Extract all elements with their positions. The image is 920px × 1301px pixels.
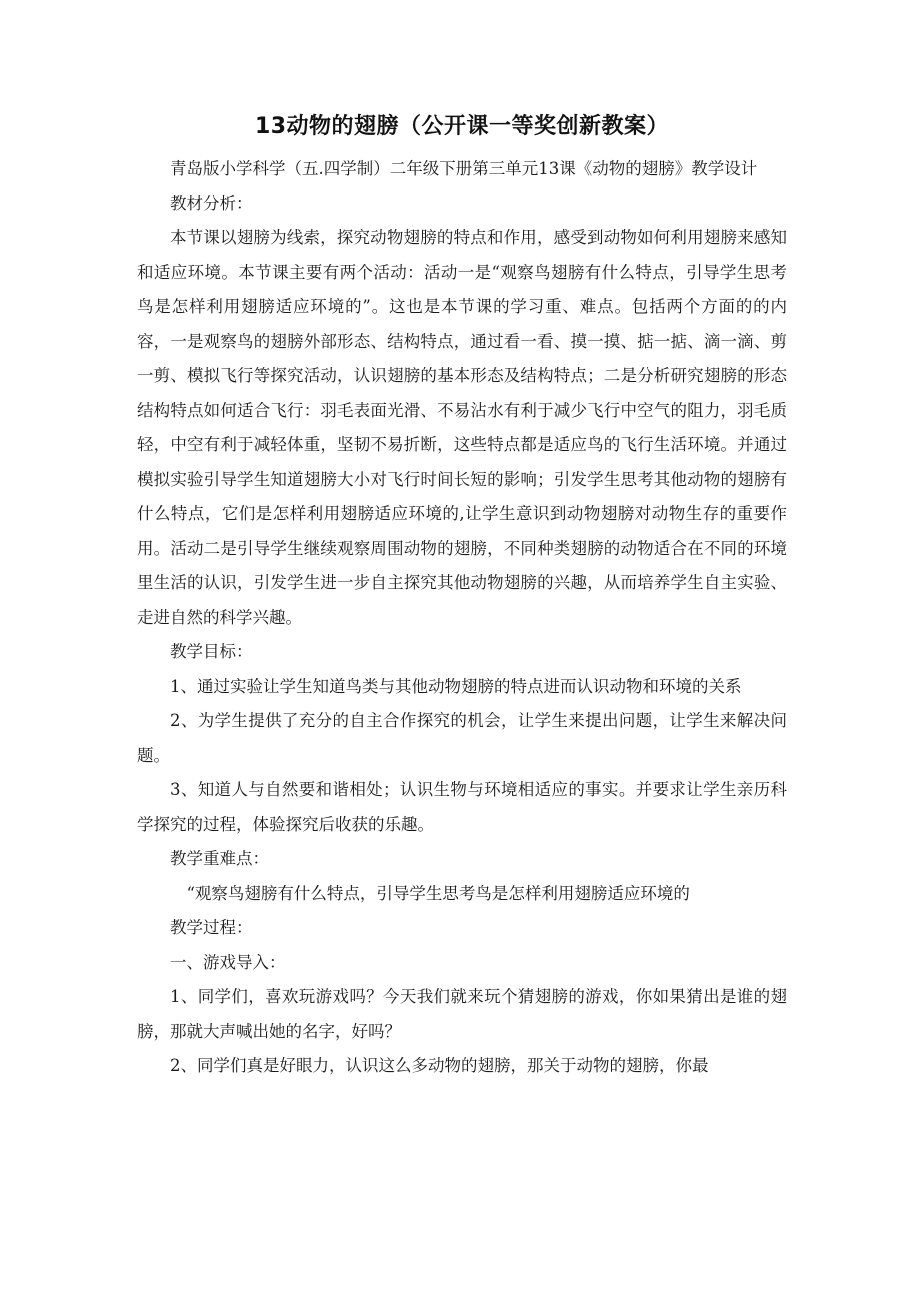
goal-item-2: 2、为学生提供了充分的自主合作探究的机会，让学生来提出问题，让学生来解决问题。 <box>137 711 787 765</box>
key-points-paragraph: “观察鸟翅膀有什么特点，引导学生思考鸟是怎样利用翅膀适应环境的 <box>186 883 690 903</box>
material-analysis-paragraph: 本节课以翅膀为线索，探究动物翅膀的特点和作用，感受到动物如何利用翅膀来感知和适应环境。本节课主要有两个活动：活动一是“观察鸟翅膀有什么特点，引导学生思考鸟是怎样利用翅膀适应环境的”。这也是本节课的学习重、难点。包括两个方面的的内容，一是观察鸟的翅膀外部形态、结构特点，通过看一看、摸一摸、掂一掂、滴一滴、剪一剪、模拟飞行等探究活动，认识翅膀的基本形态及结构特点；二是分析研究翅膀的形态结构特点如何适合飞行：羽毛表面光滑、不易沾水有利于减少飞行中空气的阻力，羽毛质轻，中空有利于减轻体重，坚韧不易折断，这些特点都是适应鸟的飞行生活环境。并通过模拟实验引导学生知道翅膀大小对飞行时间长短的影响；引发学生思考其他动物的翅膀有什么特点，它们是怎样利用翅膀适应环境的,让学生意识到动物翅膀对动物生存的重要作用。活动二是引导学生继续观察周围动物的翅膀，不同种类翅膀的动物适合在不同的环境里生活的认识，引发学生进一步自主探究其他动物翅膀的兴趣，从而培养学生自主实验、走进自然的科学兴趣。 <box>137 228 787 627</box>
goal-item-3: 3、知道人与自然要和谐相处；认识生物与环境相适应的事实。并要求让学生亲历科学探究的过程，体验探究后收获的乐趣。 <box>137 780 787 834</box>
goal-item-1: 1、通过实验让学生知道鸟类与其他动物翅膀的特点进而认识动物和环境的关系 <box>170 676 742 696</box>
document-page <box>137 112 787 1084</box>
subtitle-paragraph: 青岛版小学科学（五.四学制）二年级下册第三单元13课《动物的翅膀》教学设计 <box>170 159 758 178</box>
process-item-2: 2、同学们真是好眼力，认识这么多动物的翅膀，那关于动物的翅膀，你最 <box>170 1056 709 1075</box>
document-title: 13动物的翅膀（公开课一等奖创新教案） <box>254 114 670 139</box>
section-heading-teaching-process: 教学过程： <box>170 918 253 937</box>
section-heading-key-points: 教学重难点： <box>170 849 269 868</box>
process-step-heading: 一、游戏导入： <box>170 952 286 972</box>
section-heading-teaching-goals: 教学目标： <box>170 642 253 661</box>
section-heading-material-analysis: 教材分析： <box>170 193 253 213</box>
process-item-1: 1、同学们，喜欢玩游戏吗？今天我们就来玩个猜翅膀的游戏，你如果猜出是谁的翅膀，那就大声喊出她的名字，好吗？ <box>137 987 787 1041</box>
